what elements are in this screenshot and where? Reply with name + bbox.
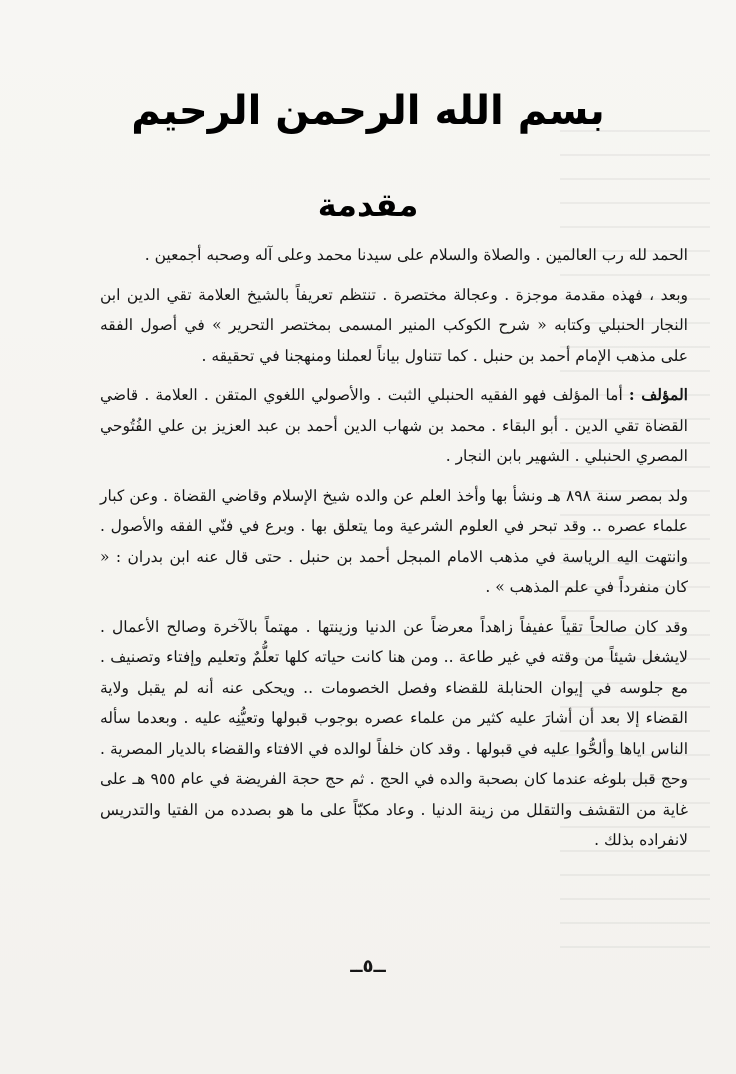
paragraph-text: الحمد لله رب العالمين . والصلاة والسلام على سيدنا محمد وعلى آله وصحبه أجمعين . [144,246,688,264]
paragraph [100,280,688,372]
main-text [100,240,688,865]
paragraph [100,380,688,472]
paragraph-text: وقد كان صالحاً تقياً عفيفاً زاهداً معرضاً عن الدنيا وزينتها . مهتماً بالآخرة وصالح الأعمال . لايشغل شيئاً من وقته في غير طاعة .. ومن هنا كانت حياته كلها تعلُّمٌ وتعليم وإفتاء وتصنيف . مع جلوسه في إيوان الحنابلة للقضاء وفصل الخصومات .. ويحكى عنه أنه لم يقبل ولاية القضاء إلا بعد أن أشارَ عليه كثير من علماء عصره بوجوب قبولها وتعيُّنِه عليه . وبعدما سأله الناس اياها وألحُّوا عليه في قبولها . وقد كان خلفاً لوالده في الافتاء والقضاء بالديار المصرية . وحج قبل بلوغه عندما كان بصحبة والده في الحج . ثم حج حجة الفريضة في عام ٩٥٥ هـ على غاية من التقشف والتقلل من زينة الدنيا . وعاد مكبّاً على ما هو بصدده من الفتيا والتدريس لانفراده بذلك . [100,617,688,849]
paragraph [100,240,688,271]
section-label: المؤلف : [628,385,688,404]
paragraph-text: وبعد ، فهذه مقدمة موجزة . وعجالة مختصرة . تنتظم تعريفاً بالشيخ العلامة تقي الدين ابن النجار الحنبلي وكتابه « شرح الكوكب المنير المسمى بمختصر التحرير » في أصول الفقه على مذهب الإمام أحمد بن حنبل . كما تتناول بياناً لعملنا ومنهجنا في تحقيقه . [100,285,688,365]
page-title: مقدمة [317,186,419,224]
basmala-heading: بسم الله الرحمن الرحيم [131,88,605,134]
paragraph-text: أما المؤلف فهو الفقيه الحنبلي الثبت . والأصولي اللغوي المتقن . العلامة . قاضي القضاة تقي الدين . أبو البقاء . محمد بن شهاب الدين أحمد بن عبد العزيز بن علي الفُتُوحي المصري الحنبلي . الشهير بابن النجار . [100,386,688,465]
paragraph-text: ولد بمصر سنة ٨٩٨ هـ ونشأ بها وأخذ العلم عن والده شيخ الإسلام وقاضي القضاة . وعن كبار علماء عصره .. وقد تبحر في العلوم الشرعية وما يتعلق بها . وبرع في فنّي الفقه والأصول . وانتهت اليه الرياسة في مذهب الامام المبجل أحمد بن حنبل . حتى قال عنه ابن بدران : « كان منفرداً في علم المذهب » . [100,486,688,596]
paragraph [100,481,688,603]
paragraph [100,612,688,856]
page-number: ــ٥ــ [350,956,386,977]
